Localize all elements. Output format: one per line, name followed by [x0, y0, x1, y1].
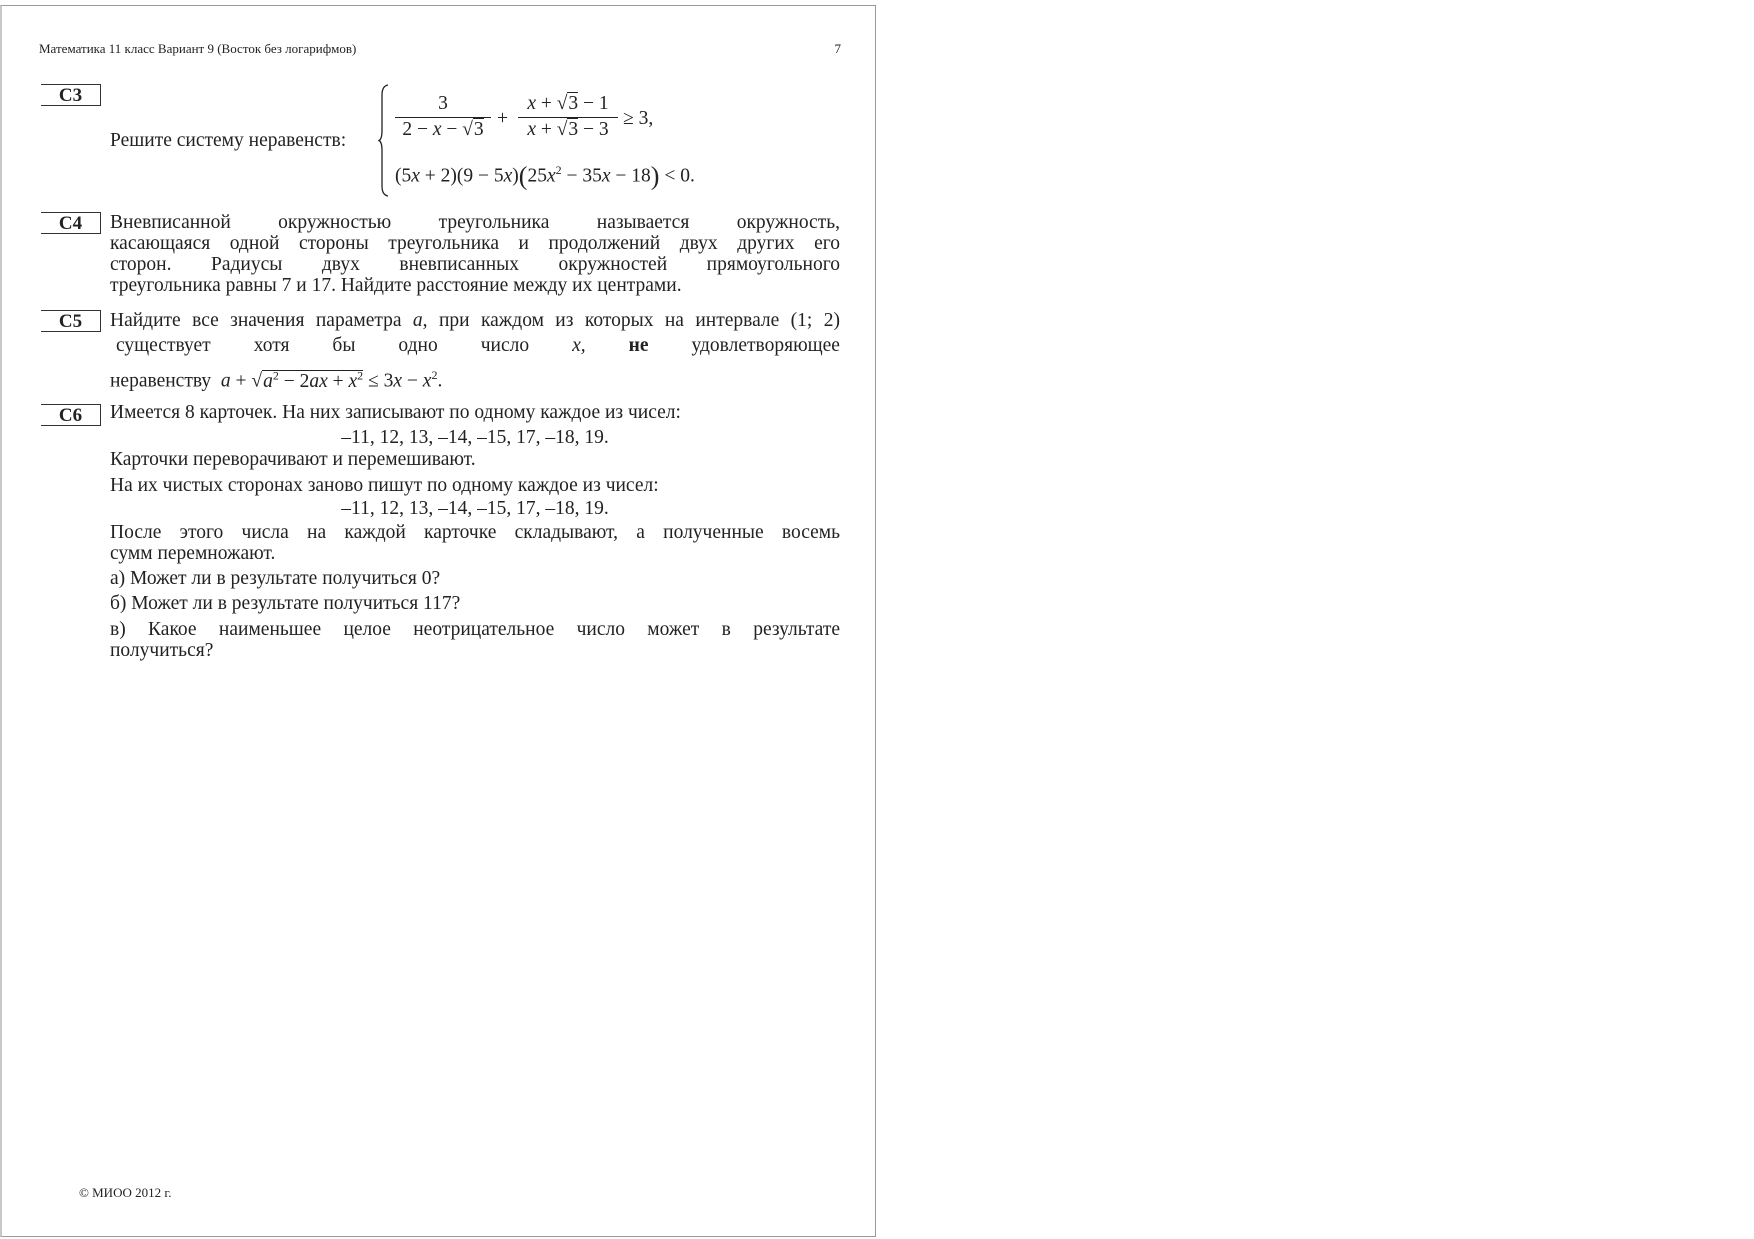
problem-label-c6: С6 — [41, 404, 101, 426]
c6-numbers-2: –11, 12, 13, –14, –15, 17, –18, 19. — [341, 498, 609, 519]
c4-text: Вневписанной окружностью треугольника называется окружность, касающаяся одной стороны треугольника и продолжений двух других его сторон. Радиусы двух вневписанных окружностей прямоугольного треугольника равны 7 и 17. Найдите расстояние между их центрами. — [110, 212, 840, 296]
c3-plus: + — [497, 108, 508, 129]
c6-line-1: Имеется 8 карточек. На них записывают по одному каждое из чисел: — [110, 402, 681, 423]
c5-line-2: существует хотя бы одно число x, не удовлетворяющее — [116, 335, 840, 356]
c3-fraction-2: x + √3 − 1 x + √3 − 3 — [518, 93, 618, 141]
c6-line-3: На их чистых сторонах заново пишут по одному каждое из чисел: — [110, 475, 659, 496]
c3-fraction-1: 3 2 − x − √3 — [395, 93, 491, 141]
c6-numbers-1: –11, 12, 13, –14, –15, 17, –18, 19. — [341, 427, 609, 448]
c3-inequality-system — [378, 83, 728, 198]
c3-prompt: Решите систему неравенств: — [110, 130, 347, 151]
c6-line-5: сумм перемножают. — [110, 543, 276, 564]
c3-inequality-2: $(5x + 2)(9 - 5x)(25x^2 - 35x - 18) < 0$. — [395, 161, 695, 191]
c5-text — [110, 310, 840, 392]
c6-question-b: б) Может ли в результате получиться 117? — [110, 593, 461, 614]
problem-label-c3: С3 — [41, 84, 101, 106]
c3-rhs-1: ≥ 3, — [623, 108, 654, 129]
c6-line-2: Карточки переворачивают и перемешивают. — [110, 449, 476, 470]
c6-question-c: в) Какое наименьшее целое неотрицательное число может в результате — [110, 619, 840, 640]
c6-question-c-cont: получиться? — [110, 640, 214, 661]
c5-line-3: неравенству $a + √a^2 - 2ax + x^2 \le 3x - x^2$. — [110, 368, 443, 392]
c6-question-a: а) Может ли в результате получиться 0? — [110, 568, 441, 589]
problem-label-c4: С4 — [41, 212, 101, 234]
footer-copyright: © МИОО 2012 г. — [79, 1185, 172, 1200]
c5-line-1: Найдите все значения параметра a, при каждом из которых на интервале (1; 2) — [110, 310, 840, 331]
page-number: 7 — [834, 41, 841, 56]
problem-label-c5: С5 — [41, 310, 101, 332]
left-brace-icon — [378, 83, 390, 198]
header-title: Математика 11 класс Вариант 9 (Восток без логарифмов) — [39, 41, 357, 56]
c6-line-4: После этого числа на каждой карточке складывают, а полученные восемь — [110, 522, 840, 543]
document-page — [0, 5, 876, 1237]
c6-text — [110, 402, 840, 661]
